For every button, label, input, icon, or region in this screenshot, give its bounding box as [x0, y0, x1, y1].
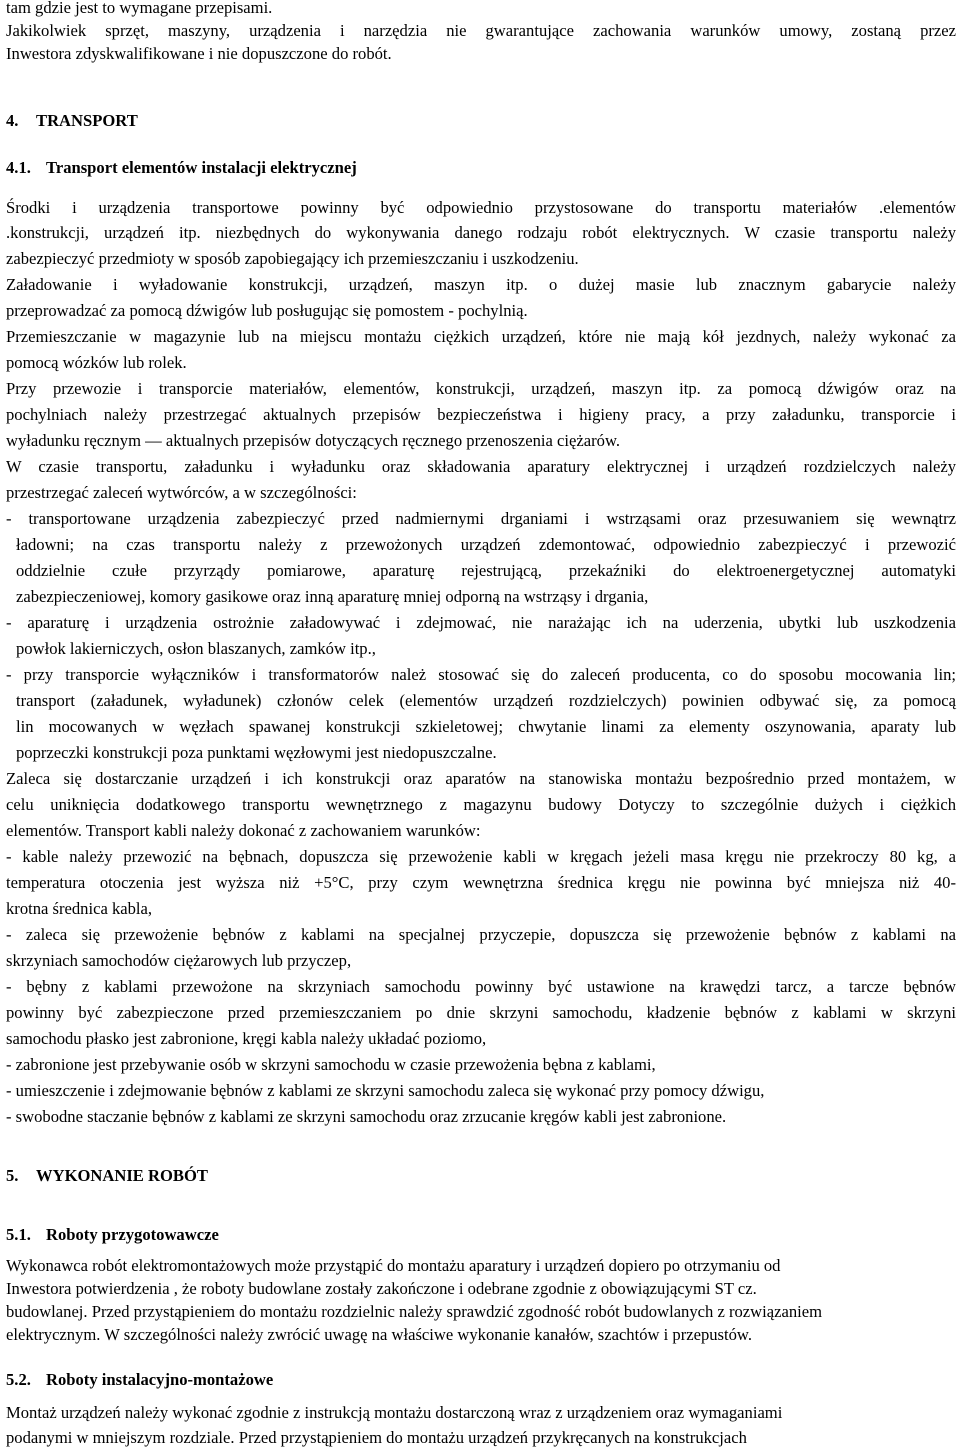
- list-item-line: lin mocowanych w węzłach spawanej konstrukcji szkieletowej; chwytanie linami za elementy oszynowania, aparaty lub: [16, 717, 956, 736]
- section-heading-5-1: [6, 1225, 219, 1245]
- list-item-line: - umieszczenie i zdejmowanie bębnów z kablami ze skrzyni samochodu zaleca się wykonać przy pomocy dźwigu,: [6, 1081, 765, 1100]
- text-line: elementów. Transport kabli należy dokonać z zachowaniem warunków:: [6, 821, 481, 840]
- list-item-line: - bębny z kablami przewożone na skrzyniach samochodu powinny być ustawione na krawędzi tarcz, a tarcze bębnów: [6, 977, 956, 996]
- list-item-line: transport (załadunek, wyładunek) członów celek (elementów urządzeń rozdzielczych) powinien odbywać się, za pomocą: [16, 691, 956, 710]
- text-line: Przy przewozie i transporcie materiałów, elementów, konstrukcji, urządzeń, maszyn itp. za pomocą dźwigów oraz na: [6, 379, 956, 398]
- text-line: Wykonawca robót elektromontażowych może przystąpić do montażu aparatury i urządzeń dopiero po otrzymaniu od: [6, 1256, 781, 1275]
- text-line: tam gdzie jest to wymagane przepisami.: [6, 0, 273, 17]
- list-item-line: poprzeczki konstrukcji poza punktami węzłowymi jest niedopuszczalne.: [16, 743, 497, 762]
- list-item-line: temperatura otoczenia jest wyższa niż +5°C, przy czym wewnętrzna średnica kręgu nie powinna być mniejsza niż 40-: [6, 873, 956, 892]
- text-line: zabezpieczyć przedmioty w sposób zapobiegający ich przemieszczaniu i uszkodzeniu.: [6, 249, 579, 268]
- list-item-line: - kable należy przewozić na bębnach, dopuszcza się przewożenie kabli w kręgach jeżeli masa kręgu nie przekroczy 80 kg, a: [6, 847, 956, 866]
- list-item-line: - aparaturę i urządzenia ostrożnie załadowywać i zdejmować, nie narażając ich na uderzenia, ubytki lub uszkodzenia: [6, 613, 956, 632]
- text-line: przestrzegać zaleceń wytwórców, a w szczególności:: [6, 483, 357, 502]
- text-line: Montaż urządzeń należy wykonać zgodnie z instrukcją montażu dostarczoną wraz z urządzeniem oraz wymaganiami: [6, 1403, 783, 1422]
- heading-title: Roboty instalacyjno-montażowe: [46, 1370, 274, 1389]
- text-line: Załadowanie i wyładowanie konstrukcji, urządzeń, maszyn itp. o dużej masie lub znacznym gabarycie należy: [6, 275, 956, 294]
- text-line: W czasie transportu, załadunku i wyładunku oraz składowania aparatury elektrycznej i urządzeń rozdzielczych należy: [6, 457, 956, 476]
- text-line: Przemieszczanie w magazynie lub na miejscu montażu ciężkich urządzeń, które nie mają kół jezdnych, należy wykonać za: [6, 327, 956, 346]
- heading-number: 4.1.: [6, 158, 31, 177]
- text-line: Inwestora zdyskwalifikowane i nie dopuszczone do robót.: [6, 44, 392, 63]
- text-line: Inwestora potwierdzenia , że roboty budowlane zostały zakończone i odebrane zgodnie z obowiązującymi ST cz.: [6, 1279, 757, 1298]
- text-line: .konstrukcji, urządzeń itp. niezbędnych do wykonywania danego rodzaju robót elektrycznych. W czasie transportu należy: [6, 223, 956, 242]
- heading-number: 4.: [6, 111, 19, 130]
- text-line: Zaleca się dostarczanie urządzeń i ich konstrukcji oraz aparatów na stanowiska montażu bezpośrednio przed montażem, w: [6, 769, 956, 788]
- heading-number: 5.2.: [6, 1370, 31, 1389]
- list-item-line: krotna średnica kabla,: [6, 899, 153, 918]
- list-item-line: - zabronione jest przebywanie osób w skrzyni samochodu w czasie przewożenia bębna z kablami,: [6, 1055, 656, 1074]
- heading-title: Roboty przygotowawcze: [46, 1225, 219, 1244]
- list-item-line: oddzielnie czułe przyrządy pomiarowe, aparaturę rejestrującą, przekaźniki do elektroenergetycznej automatyki: [16, 561, 956, 580]
- section-heading-4-1: [6, 158, 357, 178]
- section-heading-5-2: [6, 1370, 273, 1390]
- text-line: wyładunku ręcznym — aktualnych przepisów dotyczących ręcznego przenoszenia ciężarów.: [6, 431, 620, 450]
- text-line: podanymi w mniejszym rozdziale. Przed przystąpieniem do montażu urządzeń przykręcanych na konstrukcjach: [6, 1428, 747, 1447]
- text-line: pochylniach należy przestrzegać aktualnych przepisów bezpieczeństwa i higieny pracy, a przy załadunku, transporcie i: [6, 405, 956, 424]
- heading-number: 5.1.: [6, 1225, 31, 1244]
- list-item-line: skrzyniach samochodów ciężarowych lub przyczep,: [6, 951, 352, 970]
- text-line: przeprowadzać za pomocą dźwigów lub posługując się pomostem - pochylnią.: [6, 301, 528, 320]
- text-line: celu uniknięcia dodatkowego transportu wewnętrznego z magazynu budowy Dotyczy to szczególnie dużych i ciężkich: [6, 795, 956, 814]
- text-line: budowlanej. Przed przystąpieniem do montażu rozdzielnic należy sprawdzić zgodność robót budowlanych z rozwiązaniem: [6, 1302, 823, 1321]
- heading-title: Transport elementów instalacji elektrycznej: [46, 158, 357, 177]
- text-line: elektrycznym. W szczególności należy zwrócić uwagę na właściwe wykonanie kanałów, szachtów i przepustów.: [6, 1325, 752, 1344]
- heading-title: WYKONANIE ROBÓT: [36, 1166, 208, 1185]
- list-item-line: samochodu płasko jest zabronione, kręgi kabla należy układać poziomo,: [6, 1029, 487, 1048]
- text-line: Środki i urządzenia transportowe powinny być odpowiednio przystosowane do transportu materiałów .elementów: [6, 198, 956, 217]
- text-line: Jakikolwiek sprzęt, maszyny, urządzenia i narzędzia nie gwarantujące zachowania warunków umowy, zostaną przez: [6, 21, 956, 40]
- list-item-line: ładowni; na czas transportu należy z przewożonych urządzeń zdemontować, odpowiednio zabezpieczyć i przewozić: [16, 535, 956, 554]
- list-item-line: zabezpieczeniowej, komory gasikowe oraz inną aparaturę mniej odporną na wstrząsy i drgania,: [16, 587, 649, 606]
- list-item-line: - zaleca się przewożenie bębnów z kablami na specjalnej przyczepie, dopuszcza się przewożenie bębnów z kablami na: [6, 925, 956, 944]
- heading-title: TRANSPORT: [36, 111, 138, 130]
- list-item-line: - swobodne staczanie bębnów z kablami ze skrzyni samochodu oraz zrzucanie kręgów kabli jest zabronione.: [6, 1107, 727, 1126]
- heading-number: 5.: [6, 1166, 19, 1185]
- list-item-line: powinny być zabezpieczone przed przemieszczaniem po dnie skrzyni samochodu, kładzenie bębnów z kablami w skrzyni: [6, 1003, 956, 1022]
- list-item-line: powłok lakierniczych, osłon blaszanych, zamków itp.,: [16, 639, 376, 658]
- list-item-line: - przy transporcie wyłączników i transformatorów należ stosować się do zaleceń producenta, co do sposobu mocowania lin;: [6, 665, 956, 684]
- text-line: pomocą wózków lub rolek.: [6, 353, 187, 372]
- section-heading-4: [6, 111, 138, 131]
- section-heading-5: [6, 1166, 208, 1186]
- list-item-line: - transportowane urządzenia zabezpieczyć przed nadmiernymi drganiami i wstrząsami oraz przesuwaniem się wewnątrz: [6, 509, 956, 528]
